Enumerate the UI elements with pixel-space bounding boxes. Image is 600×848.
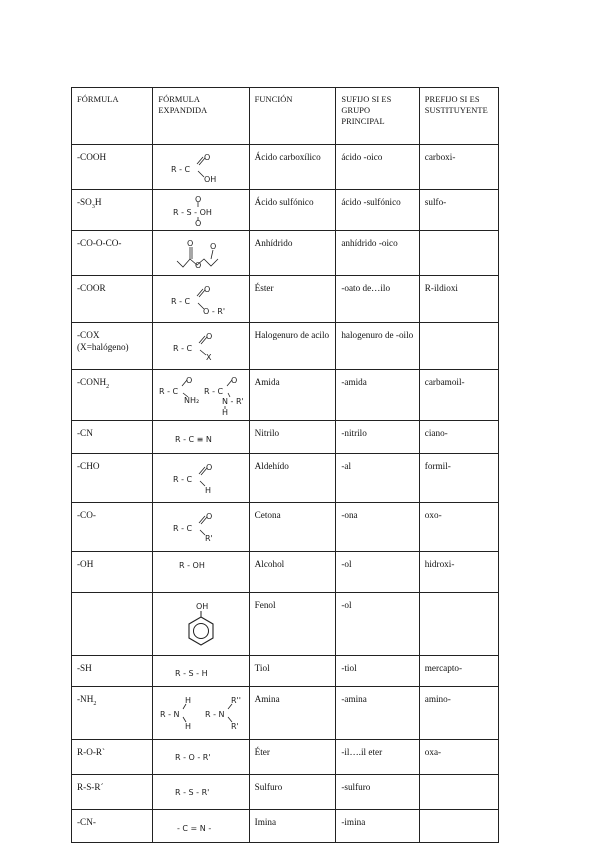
formula-cell: R-O-R` <box>72 740 153 775</box>
table-row <box>72 190 499 231</box>
formula-cell <box>72 323 153 370</box>
function-cell: Imina <box>249 810 336 843</box>
sketch-text: H <box>222 408 229 416</box>
table-row <box>72 775 499 810</box>
function-cell: Éster <box>249 276 336 323</box>
sketch-text: R'' <box>231 696 242 705</box>
table-row <box>72 421 499 454</box>
prefix-cell: R-ildioxi <box>419 276 498 323</box>
imine-structure <box>161 816 241 838</box>
sketch-text: O <box>186 239 194 248</box>
function-cell: Amina <box>249 687 336 740</box>
table-row <box>72 687 499 740</box>
sketch-text: O <box>194 261 202 270</box>
expanded-formula-sketch <box>153 323 249 370</box>
expanded-formula-sketch <box>153 593 249 656</box>
prefix-cell: carboxi- <box>419 145 498 190</box>
anhydride-structure <box>161 237 241 271</box>
table-row <box>72 145 499 190</box>
sketch-text: O <box>194 219 202 226</box>
sketch-text: H <box>185 722 192 731</box>
sketch-text: R - S - H <box>174 669 208 678</box>
functional-groups-table <box>71 87 499 843</box>
function-cell: Alcohol <box>249 552 336 593</box>
amide-structure <box>158 376 248 416</box>
sketch-text: R - OH <box>178 561 205 570</box>
suffix-cell: -amida <box>336 370 419 421</box>
sketch-text: R - O - R' <box>174 753 211 762</box>
function-cell: Amida <box>249 370 336 421</box>
suffix-cell: halogenuro de -oilo <box>336 323 419 370</box>
sketch-text: O <box>209 242 217 251</box>
formula-note: (X=halógeno) <box>77 342 129 352</box>
suffix-cell: -al <box>336 454 419 503</box>
header-prefix: PREFIJO SI ES SUSTITUYENTE <box>419 88 498 145</box>
expanded-formula-sketch <box>153 687 249 740</box>
sketch-text: R - C <box>172 344 193 353</box>
suffix-cell: -oato de…ilo <box>336 276 419 323</box>
sketch-text: R - C <box>204 387 224 396</box>
prefix-cell: oxa- <box>419 740 498 775</box>
table-row <box>72 740 499 775</box>
phenol-structure <box>161 599 241 651</box>
table-row <box>72 810 499 843</box>
sketch-text: R - N <box>205 710 225 719</box>
sketch-text: O <box>231 376 238 385</box>
formula-cell <box>72 190 153 231</box>
function-cell: Cetona <box>249 503 336 552</box>
header-row <box>72 88 499 145</box>
table-row <box>72 503 499 552</box>
function-cell: Aldehído <box>249 454 336 503</box>
sketch-text: O <box>205 512 213 521</box>
function-cell: Tiol <box>249 656 336 687</box>
expanded-formula-sketch <box>153 503 249 552</box>
suffix-cell: ácido -oico <box>336 145 419 190</box>
sketch-text: OH <box>203 175 217 184</box>
expanded-formula-sketch <box>153 145 249 190</box>
suffix-cell: -tiol <box>336 656 419 687</box>
prefix-cell <box>419 231 498 276</box>
formula-subscript: 2 <box>106 383 110 390</box>
prefix-cell <box>419 323 498 370</box>
alcohol-structure <box>161 558 241 580</box>
sketch-text: H <box>204 486 211 495</box>
formula-main: -CONH <box>77 377 107 387</box>
expanded-formula-sketch <box>153 775 249 810</box>
carboxylic-acid-structure <box>161 151 241 185</box>
expanded-formula-sketch <box>153 656 249 687</box>
suffix-cell: -ona <box>336 503 419 552</box>
sketch-text: O <box>186 376 193 385</box>
prefix-cell: formil- <box>419 454 498 503</box>
formula-cell <box>72 687 153 740</box>
expanded-formula-sketch <box>153 810 249 843</box>
formula-cell <box>72 593 153 656</box>
suffix-cell: -amina <box>336 687 419 740</box>
suffix-cell: -il….il eter <box>336 740 419 775</box>
table-row <box>72 552 499 593</box>
nitrile-structure <box>161 427 241 449</box>
function-cell: Anhídrido <box>249 231 336 276</box>
table-row <box>72 370 499 421</box>
formula-subscript: 2 <box>93 700 97 707</box>
prefix-cell <box>419 810 498 843</box>
sketch-text: O <box>203 285 211 294</box>
expanded-formula-sketch <box>153 276 249 323</box>
expanded-formula-sketch <box>153 552 249 593</box>
function-cell: Nitrilo <box>249 421 336 454</box>
table-row <box>72 593 499 656</box>
sketch-text: R - C <box>159 387 179 396</box>
sketch-text: R' <box>231 722 240 731</box>
formula-cell: -COOH <box>72 145 153 190</box>
prefix-cell: oxo- <box>419 503 498 552</box>
table-row <box>72 276 499 323</box>
ketone-structure <box>161 509 241 547</box>
formula-tail: H <box>94 197 102 207</box>
prefix-cell: carbamoil- <box>419 370 498 421</box>
formula-cell: -CN- <box>72 810 153 843</box>
expanded-formula-sketch <box>153 740 249 775</box>
formula-cell: -COOR <box>72 276 153 323</box>
header-expanded-formula: FÓRMULA EXPANDIDA <box>153 88 249 145</box>
sketch-text: O <box>205 463 213 472</box>
formula-cell: -OH <box>72 552 153 593</box>
formula-cell: -CO- <box>72 503 153 552</box>
sketch-text: O - R' <box>202 307 226 316</box>
ether-structure <box>161 746 241 768</box>
formula-cell: -CN <box>72 421 153 454</box>
sketch-text: R - S - OH <box>172 208 212 217</box>
formula-cell: -SH <box>72 656 153 687</box>
formula-cell: R-S-R´ <box>72 775 153 810</box>
formula-main: -NH <box>77 694 94 704</box>
sketch-text: R' <box>204 534 213 543</box>
acyl-halide-structure <box>161 329 241 365</box>
sulfonic-acid-structure <box>161 196 241 226</box>
sketch-text: R - C <box>172 524 193 533</box>
sketch-text: X <box>205 353 212 362</box>
suffix-cell: -imina <box>336 810 419 843</box>
suffix-cell: -nitrilo <box>336 421 419 454</box>
expanded-formula-sketch <box>153 190 249 231</box>
prefix-cell: mercapto- <box>419 656 498 687</box>
sketch-text: N - R' <box>222 397 245 406</box>
suffix-cell: -sulfuro <box>336 775 419 810</box>
suffix-cell: -ol <box>336 593 419 656</box>
expanded-formula-sketch <box>153 231 249 276</box>
suffix-cell: -ol <box>336 552 419 593</box>
prefix-cell: ciano- <box>419 421 498 454</box>
expanded-formula-sketch <box>153 454 249 503</box>
function-cell: Ácido sulfónico <box>249 190 336 231</box>
header-suffix: SUFIJO SI ES GRUPO PRINCIPAL <box>336 88 419 145</box>
formula-subscript: 3 <box>91 203 95 210</box>
sketch-text: O <box>205 332 213 341</box>
sketch-text: R - C <box>170 297 191 306</box>
prefix-cell <box>419 593 498 656</box>
thiol-structure <box>161 662 241 682</box>
sketch-text: NH₂ <box>184 396 200 405</box>
table-row <box>72 656 499 687</box>
header-formula: FÓRMULA <box>72 88 153 145</box>
sketch-text: R - N <box>160 710 180 719</box>
table-row <box>72 454 499 503</box>
expanded-formula-sketch <box>153 421 249 454</box>
table-row <box>72 231 499 276</box>
formula-main: -COX <box>77 330 100 340</box>
formula-cell: -CHO <box>72 454 153 503</box>
formula-main: -SO <box>77 197 92 207</box>
sketch-text: H <box>185 696 192 705</box>
function-cell: Halogenuro de acilo <box>249 323 336 370</box>
sketch-text: OH <box>195 602 209 611</box>
function-cell: Éter <box>249 740 336 775</box>
function-cell: Ácido carboxílico <box>249 145 336 190</box>
amine-structure <box>158 693 248 735</box>
prefix-cell: sulfo- <box>419 190 498 231</box>
sketch-text: R - C ≡ N <box>174 435 212 444</box>
sketch-text: O <box>203 153 211 162</box>
table-row <box>72 323 499 370</box>
prefix-cell: amino- <box>419 687 498 740</box>
sketch-text: R - S - R' <box>174 788 210 797</box>
sketch-text: R - C <box>170 165 191 174</box>
sketch-text: R - C <box>172 475 193 484</box>
header-function: FUNCIÓN <box>249 88 336 145</box>
ester-structure <box>161 282 241 318</box>
prefix-cell: hidroxi- <box>419 552 498 593</box>
formula-cell: -CO-O-CO- <box>72 231 153 276</box>
suffix-cell: ácido -sulfónico <box>336 190 419 231</box>
sulfide-structure <box>161 781 241 803</box>
sketch-text: O <box>194 196 202 204</box>
formula-cell <box>72 370 153 421</box>
sketch-text: - C = N - <box>176 824 212 833</box>
suffix-cell: anhídrido -oico <box>336 231 419 276</box>
prefix-cell <box>419 775 498 810</box>
aldehyde-structure <box>161 460 241 498</box>
function-cell: Fenol <box>249 593 336 656</box>
function-cell: Sulfuro <box>249 775 336 810</box>
expanded-formula-sketch <box>153 370 249 421</box>
